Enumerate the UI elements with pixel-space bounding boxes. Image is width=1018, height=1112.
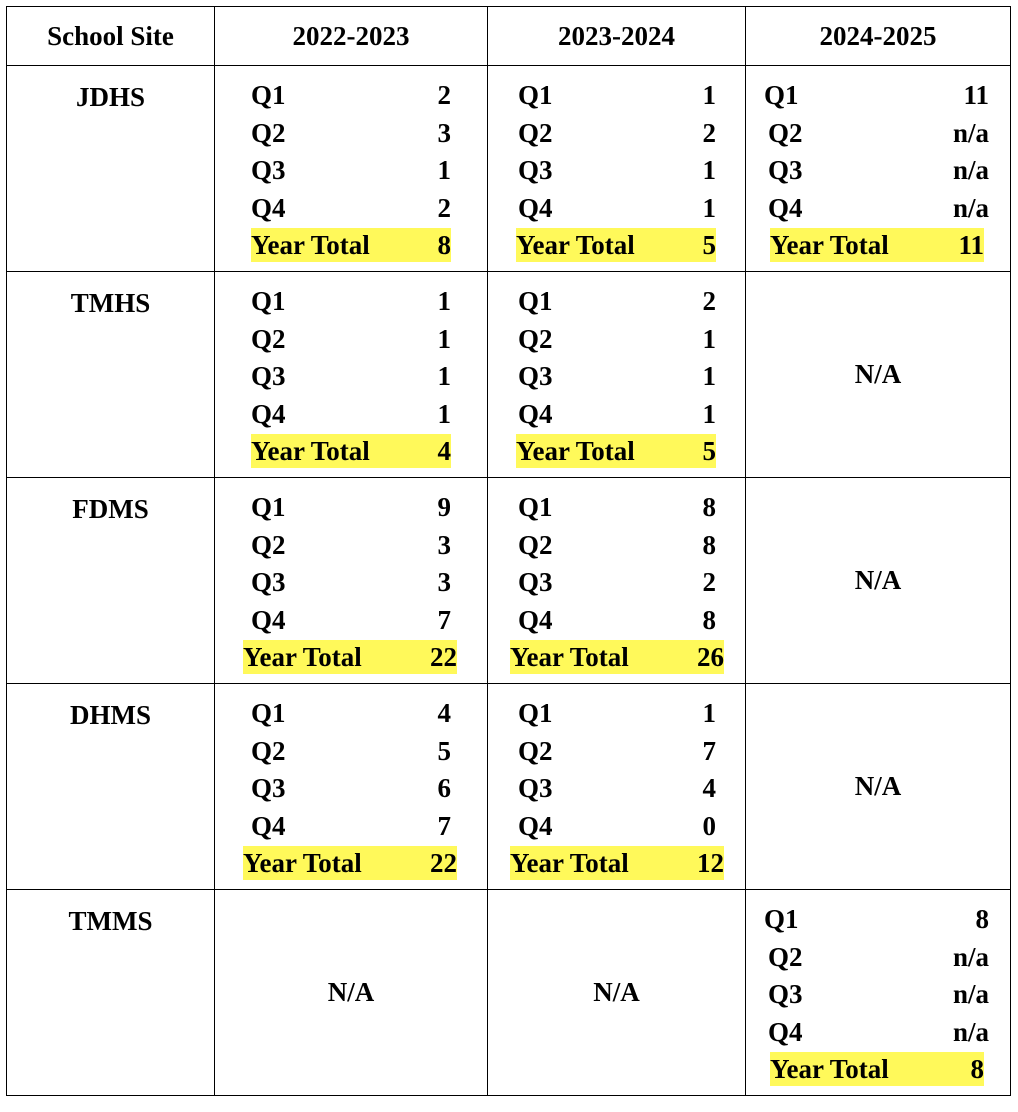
- year-cell: [215, 272, 488, 478]
- site-year-table: [6, 6, 1011, 1096]
- year-cell: [488, 684, 746, 890]
- year-cell: [488, 478, 746, 684]
- quarter-line: [251, 397, 451, 431]
- quarter-line: [518, 490, 716, 524]
- quarter-label: Q4: [251, 811, 286, 841]
- quarter-line: [518, 696, 716, 730]
- site-row: [7, 478, 1011, 684]
- year-total-label: Year Total: [251, 230, 370, 260]
- quarter-label: Q3: [518, 155, 553, 185]
- quarter-label: Q4: [768, 1017, 803, 1047]
- year-total-value: 5: [702, 436, 716, 466]
- quarter-line: [251, 490, 451, 524]
- quarter-label: Q3: [251, 773, 286, 803]
- year-total-label: Year Total: [510, 848, 629, 878]
- quarter-value: n/a: [952, 193, 989, 223]
- year-total: [510, 846, 724, 880]
- year-total-value: 11: [958, 230, 984, 260]
- header-year-2: 2023-2024: [488, 7, 746, 66]
- year-cell: [746, 890, 1011, 1096]
- quarter-label: Q4: [518, 811, 553, 841]
- quarter-value: 7: [437, 811, 451, 841]
- quarter-label: Q2: [518, 530, 553, 560]
- year-total-value: 8: [970, 1054, 984, 1084]
- quarter-list: [746, 66, 1010, 271]
- quarter-label: Q3: [518, 361, 553, 391]
- quarter-label: Q1: [518, 492, 553, 522]
- quarter-line: [518, 771, 716, 805]
- quarter-line: [518, 322, 716, 356]
- quarter-line: [768, 191, 989, 225]
- year-cell: [488, 66, 746, 272]
- quarter-line: [251, 771, 451, 805]
- quarter-line: [518, 528, 716, 562]
- quarter-value: 2: [702, 567, 716, 597]
- year-total: [770, 228, 984, 262]
- quarter-list: [215, 66, 487, 271]
- quarter-line: [251, 528, 451, 562]
- not-applicable: N/A: [593, 977, 640, 1007]
- not-applicable: N/A: [854, 771, 902, 801]
- quarter-line: [518, 565, 716, 599]
- year-cell: [488, 890, 746, 1096]
- year-cell: [215, 890, 488, 1096]
- quarter-label: Q4: [768, 193, 803, 223]
- year-total: [516, 434, 716, 468]
- quarter-label: Q1: [251, 286, 286, 316]
- quarter-label: Q2: [251, 530, 286, 560]
- quarter-value: 1: [702, 698, 716, 728]
- quarter-list: [215, 272, 487, 477]
- quarter-line: [518, 809, 716, 843]
- year-total-value: 22: [430, 642, 457, 672]
- year-total-value: 12: [697, 848, 724, 878]
- site-cell: [7, 66, 215, 272]
- quarter-value: n/a: [952, 155, 989, 185]
- site-row: [7, 684, 1011, 890]
- quarter-line: [768, 116, 989, 150]
- quarter-list: [215, 684, 487, 889]
- quarter-label: Q4: [518, 193, 553, 223]
- quarter-label: Q4: [518, 605, 553, 635]
- year-cell: [746, 684, 1011, 890]
- quarter-value: n/a: [952, 1017, 989, 1047]
- quarter-list: [488, 478, 745, 683]
- year-cell: [215, 66, 488, 272]
- quarter-line: [251, 153, 451, 187]
- quarter-label: Q2: [518, 736, 553, 766]
- year-total-value: 5: [702, 230, 716, 260]
- quarter-label: Q2: [768, 118, 803, 148]
- year-total-value: 8: [437, 230, 451, 260]
- quarter-list: [488, 272, 745, 477]
- quarter-label: Q2: [768, 942, 803, 972]
- quarter-label: Q3: [251, 155, 286, 185]
- quarter-value: 5: [437, 736, 451, 766]
- quarter-value: 1: [702, 193, 716, 223]
- quarter-line: [251, 284, 451, 318]
- quarter-line: [768, 153, 989, 187]
- quarter-value: 3: [437, 118, 451, 148]
- quarter-label: Q3: [251, 567, 286, 597]
- year-total-value: 26: [697, 642, 724, 672]
- quarter-line: [251, 696, 451, 730]
- year-cell: [746, 478, 1011, 684]
- site-name: FDMS: [72, 494, 149, 524]
- site-row: [7, 66, 1011, 272]
- quarter-value: 1: [437, 361, 451, 391]
- year-total-label: Year Total: [516, 230, 635, 260]
- quarter-line: [518, 191, 716, 225]
- year-total: [243, 846, 457, 880]
- not-applicable: N/A: [327, 977, 375, 1007]
- quarter-label: Q2: [251, 736, 286, 766]
- year-cell: [488, 272, 746, 478]
- quarter-value: 7: [437, 605, 451, 635]
- quarter-value: 1: [437, 399, 451, 429]
- year-total: [510, 640, 724, 674]
- quarter-line: [518, 603, 716, 637]
- quarter-value: 8: [702, 530, 716, 560]
- quarter-value: 1: [702, 80, 716, 110]
- quarter-label: Q2: [251, 118, 286, 148]
- quarter-value: 2: [702, 286, 716, 316]
- quarter-list: [488, 684, 745, 889]
- year-total: [251, 434, 451, 468]
- quarter-value: 1: [702, 361, 716, 391]
- quarter-value: 1: [437, 286, 451, 316]
- quarter-line: [251, 191, 451, 225]
- site-cell: [7, 890, 215, 1096]
- quarter-label: Q4: [518, 399, 553, 429]
- site-cell: [7, 478, 215, 684]
- site-name: DHMS: [70, 700, 151, 730]
- quarter-value: 8: [702, 492, 716, 522]
- quarter-list: [746, 890, 1010, 1095]
- quarter-line: [518, 153, 716, 187]
- quarter-label: Q3: [251, 361, 286, 391]
- year-total-label: Year Total: [516, 436, 635, 466]
- quarter-value: 1: [437, 324, 451, 354]
- year-cell: [215, 684, 488, 890]
- year-total-label: Year Total: [770, 230, 889, 260]
- quarter-line: [518, 116, 716, 150]
- year-total-label: Year Total: [251, 436, 370, 466]
- quarter-value: 3: [437, 567, 451, 597]
- quarter-label: Q3: [518, 773, 553, 803]
- quarter-label: Q3: [518, 567, 553, 597]
- quarter-label: Q1: [251, 698, 286, 728]
- quarter-line: [764, 78, 989, 112]
- quarter-value: 8: [975, 904, 989, 934]
- year-cell: [746, 272, 1011, 478]
- quarter-line: [251, 359, 451, 393]
- quarter-label: Q1: [764, 904, 799, 934]
- quarter-line: [518, 397, 716, 431]
- quarter-label: Q2: [518, 118, 553, 148]
- quarter-list: [488, 66, 745, 271]
- header-year-3: 2024-2025: [746, 7, 1011, 66]
- site-row: [7, 890, 1011, 1096]
- quarter-value: 2: [437, 193, 451, 223]
- quarter-line: [768, 977, 989, 1011]
- quarter-value: 2: [437, 80, 451, 110]
- quarter-list: [215, 478, 487, 683]
- header-row: [7, 7, 1011, 66]
- quarter-label: Q4: [251, 193, 286, 223]
- year-total-value: 4: [437, 436, 451, 466]
- year-total-label: Year Total: [510, 642, 629, 672]
- quarter-line: [251, 565, 451, 599]
- quarter-value: 0: [702, 811, 716, 841]
- year-total: [770, 1052, 984, 1086]
- quarter-line: [251, 734, 451, 768]
- quarter-label: Q2: [251, 324, 286, 354]
- quarter-value: 1: [437, 155, 451, 185]
- quarter-value: 8: [702, 605, 716, 635]
- quarter-value: 4: [437, 698, 451, 728]
- quarter-line: [768, 940, 989, 974]
- quarter-value: 1: [702, 324, 716, 354]
- quarter-value: 7: [702, 736, 716, 766]
- year-total: [243, 640, 457, 674]
- quarter-label: Q1: [251, 492, 286, 522]
- year-total-label: Year Total: [243, 642, 362, 672]
- year-total-label: Year Total: [770, 1054, 889, 1084]
- year-cell: [215, 478, 488, 684]
- quarter-line: [768, 1015, 989, 1049]
- quarter-label: Q4: [251, 399, 286, 429]
- quarter-value: n/a: [952, 979, 989, 1009]
- quarter-line: [518, 78, 716, 112]
- quarter-line: [251, 809, 451, 843]
- quarter-label: Q3: [768, 155, 803, 185]
- site-cell: [7, 272, 215, 478]
- quarter-line: [518, 734, 716, 768]
- header-year-1: 2022-2023: [215, 7, 488, 66]
- year-total: [516, 228, 716, 262]
- quarter-value: n/a: [952, 942, 989, 972]
- quarter-label: Q1: [251, 80, 286, 110]
- site-name: JDHS: [75, 82, 146, 112]
- year-cell: [746, 66, 1011, 272]
- quarter-value: 11: [963, 80, 989, 110]
- site-row: [7, 272, 1011, 478]
- quarter-value: 2: [702, 118, 716, 148]
- quarter-value: 9: [437, 492, 451, 522]
- site-cell: [7, 684, 215, 890]
- quarter-line: [251, 78, 451, 112]
- quarter-label: Q1: [518, 698, 553, 728]
- quarter-line: [251, 603, 451, 637]
- quarter-line: [251, 322, 451, 356]
- quarter-value: 6: [437, 773, 451, 803]
- quarter-label: Q3: [768, 979, 803, 1009]
- site-name: TMMS: [68, 906, 153, 936]
- quarter-label: Q1: [518, 80, 553, 110]
- quarter-value: n/a: [952, 118, 989, 148]
- quarter-label: Q4: [251, 605, 286, 635]
- quarter-value: 3: [437, 530, 451, 560]
- quarter-value: 1: [702, 155, 716, 185]
- quarter-line: [764, 902, 989, 936]
- not-applicable: N/A: [854, 359, 902, 389]
- quarter-value: 4: [702, 773, 716, 803]
- site-name: TMHS: [70, 288, 151, 318]
- quarter-label: Q1: [764, 80, 799, 110]
- quarter-line: [518, 359, 716, 393]
- quarter-value: 1: [702, 399, 716, 429]
- header-school-site: School Site: [7, 7, 215, 66]
- year-total: [251, 228, 451, 262]
- quarter-label: Q2: [518, 324, 553, 354]
- not-applicable: N/A: [854, 565, 902, 595]
- quarter-line: [251, 116, 451, 150]
- year-total-label: Year Total: [243, 848, 362, 878]
- year-total-value: 22: [430, 848, 457, 878]
- quarter-label: Q1: [518, 286, 553, 316]
- quarter-line: [518, 284, 716, 318]
